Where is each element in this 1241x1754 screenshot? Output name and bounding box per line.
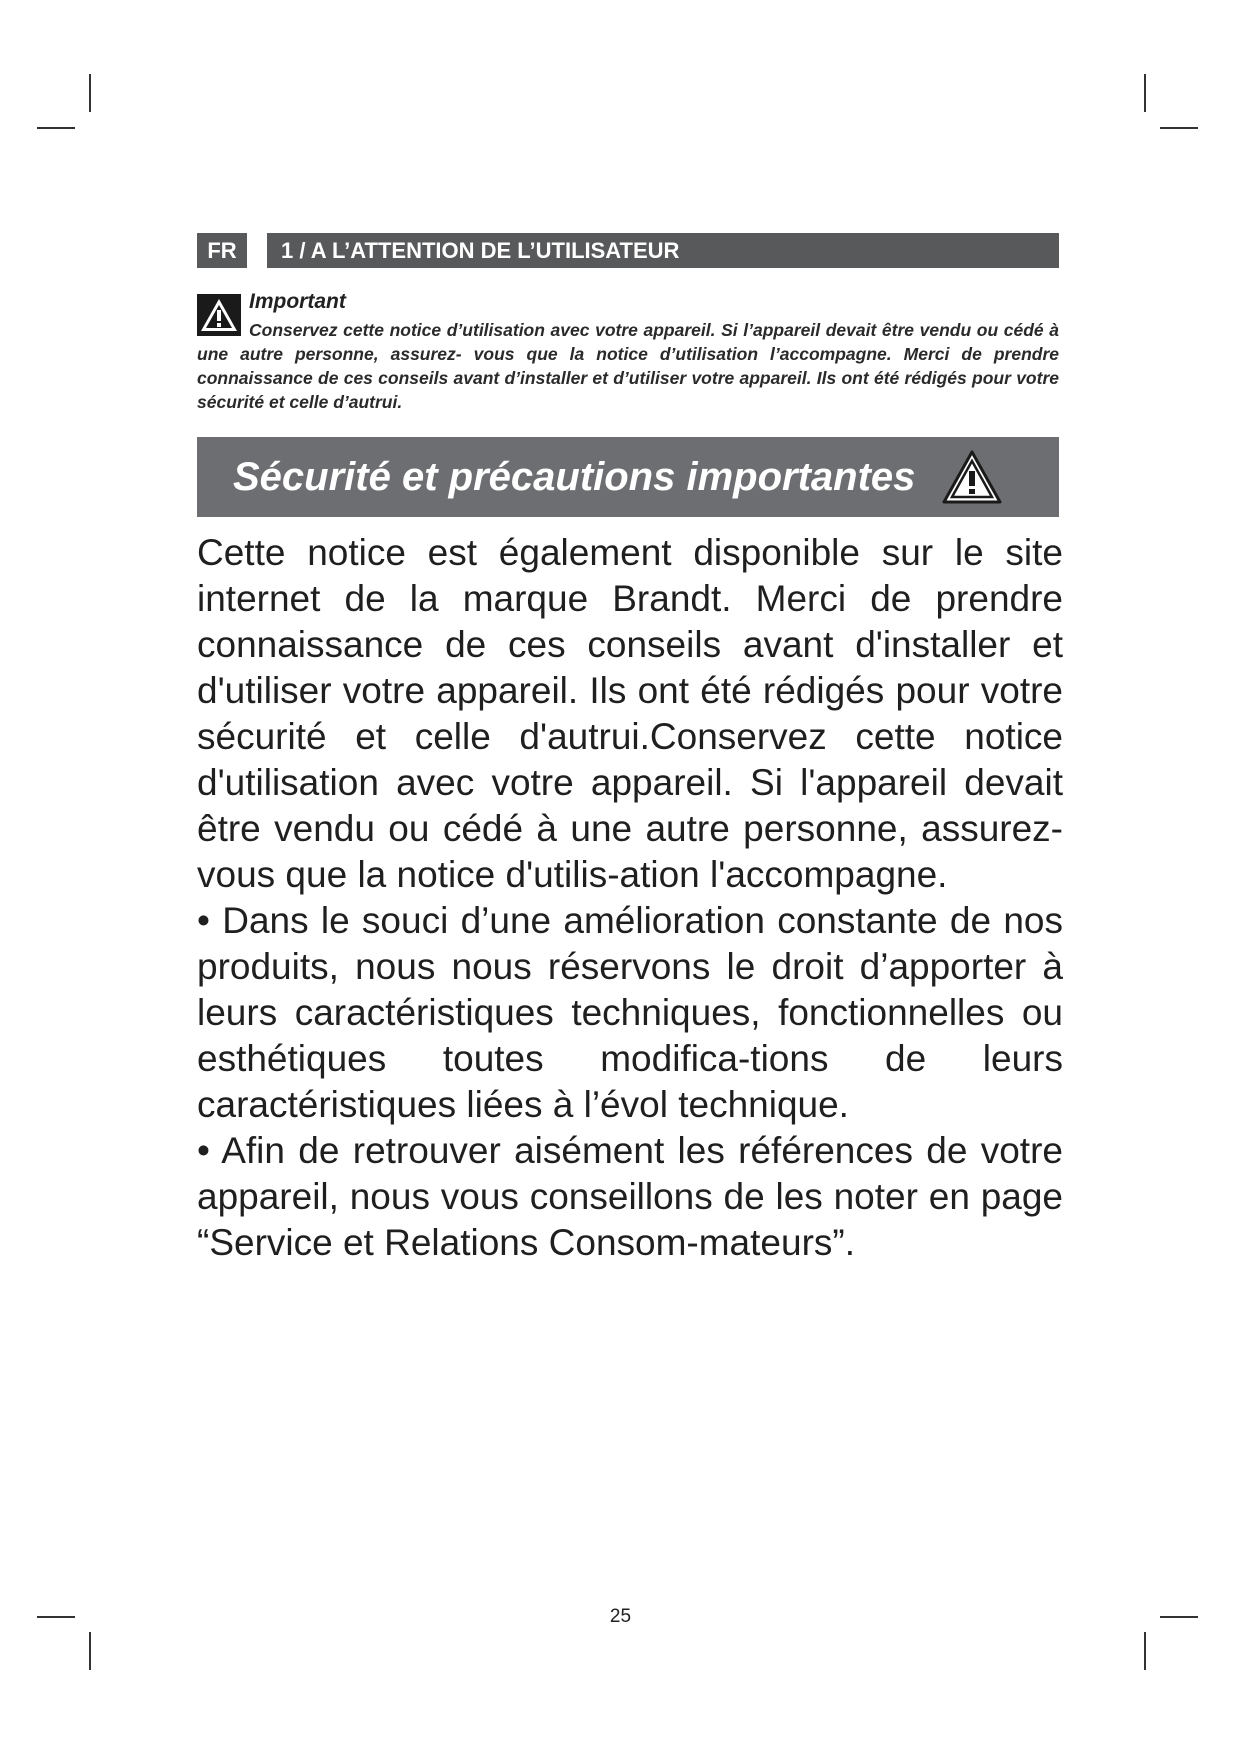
crop-mark <box>89 74 91 112</box>
important-notice <box>197 290 1059 414</box>
crop-mark <box>37 127 75 129</box>
crop-mark <box>1144 1632 1146 1670</box>
bullet-references: • Afin de retrouver aisément les références de votre appareil, nous vous conseillons de les noter en page “Service et Relations Consom-mateurs”. <box>197 1130 1063 1263</box>
page-number: 25 <box>609 1606 632 1627</box>
important-title: Important <box>249 290 346 313</box>
body-text <box>197 530 1063 1266</box>
crop-mark <box>1144 74 1146 112</box>
body-paragraph: Cette notice est également disponible sur le site internet de la marque Brandt. Merci de prendre connaissance de ces conseils avant d'installer et d'utiliser votre appareil. Ils ont été rédigés pour votre sécurité et celle d'autrui.Conservez cette notice d'utilisation avec votre appareil. Si l'appareil devait être vendu ou cédé à une autre personne, assurez-vous que la notice d'utilis-ation l'accompagne. <box>197 532 1063 895</box>
safety-title: Sécurité et précautions importantes <box>233 454 916 499</box>
bullet-improvement: • Dans le souci d’une amélioration constante de nos produits, nous nous réservons le droit d’apporter à leurs caractéristiques techniques, fonctionnelles ou esthétiques toutes modifica-tions de leurs caractéristiques liées à l’évol technique. <box>197 900 1063 1125</box>
important-text: Conservez cette notice d’utilisation avec votre appareil. Si l’appareil devait être vendu ou cédé à une autre personne, assurez- vous que la notice d’utilisation l’accompagne. Merci de prendre connaissance de ces conseils avant d’installer et d’utiliser votre appareil. Ils ont été rédigés pour votre sécurité et celle d’autrui. <box>197 320 1059 412</box>
crop-mark <box>89 1632 91 1670</box>
warning-triangle-icon <box>941 449 1003 505</box>
section-header <box>197 233 1059 268</box>
crop-mark <box>1160 127 1198 129</box>
warning-triangle-icon <box>197 294 241 336</box>
section-title: 1 / A L’ATTENTION DE L’UTILISATEUR <box>267 233 1059 268</box>
safety-banner <box>197 437 1059 517</box>
language-tag: FR <box>197 233 247 268</box>
